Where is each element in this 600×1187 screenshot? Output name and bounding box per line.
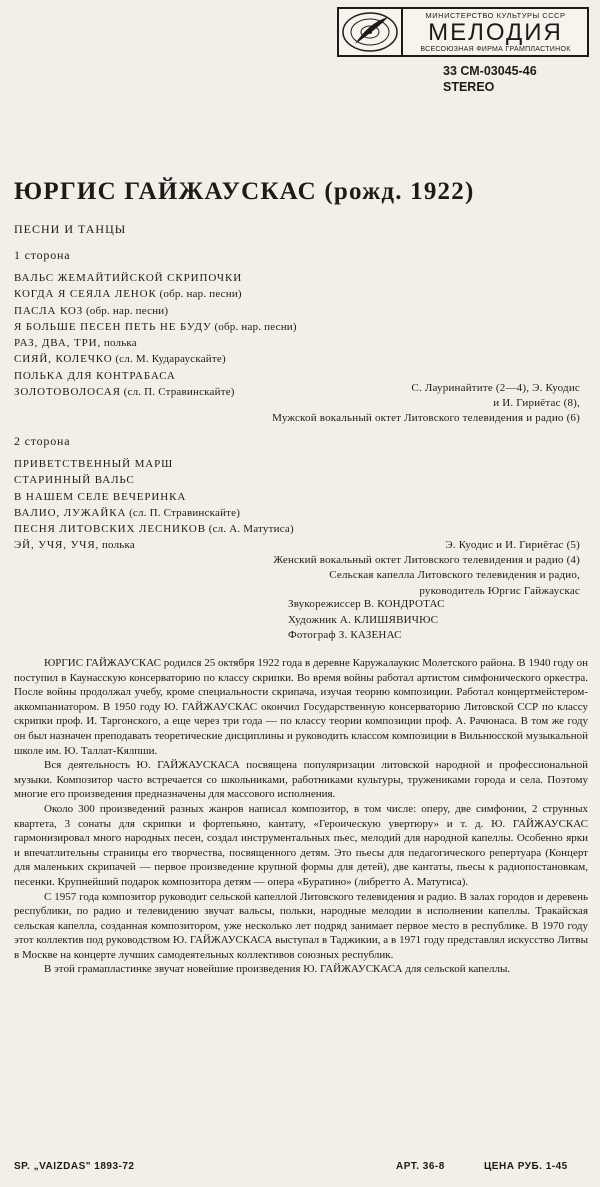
credit-line: С. Лауринайтите (2—4), Э. Куодис	[411, 382, 580, 394]
bio-paragraph: Вся деятельность Ю. ГАЙЖАУСКАСА посвящена популяризации литовской народной и профессиональной музыки. Композитор часто встречается со школьниками, работниками культуры, тружениками города и села. Поэтому многие его произведения предназначены для массового исполнения.	[14, 759, 588, 801]
side2-track-list	[14, 456, 294, 554]
printer-imprint: SP. „VAIZDAS" 1893-72	[14, 1161, 135, 1172]
ministry-text: МИНИСТЕРСТВО КУЛЬТУРЫ СССР	[425, 11, 566, 20]
biography-text	[14, 656, 588, 977]
price: ЦЕНА РУБ. 1-45	[484, 1161, 568, 1172]
track-item: ЗОЛОТОВОЛОСАЯ (сл. П. Стравинскайте)	[14, 386, 235, 399]
photographer: Фотограф З. КАЗЕНАС	[288, 629, 402, 641]
catalog-block	[443, 63, 537, 95]
side1-track-list	[14, 270, 297, 400]
credit-line: Женский вокальный октет Литовского телевидения и радио (4)	[273, 554, 580, 567]
track-item: Я БОЛЬШЕ ПЕСЕН ПЕТЬ НЕ БУДУ (обр. нар. песни)	[14, 320, 297, 333]
track-item: РАЗ, ДВА, ТРИ, полька	[14, 337, 137, 350]
bio-paragraph: С 1957 года композитор руководит сельской капеллой Литовского телевидения и радио. В залах городов и деревень республики, по радио и телевидению звучат вальсы, польки, народные мелодии в исполнении капеллы. Тракайская сельская капелла, созданная композитором, уже несколько лет подряд занимает первое место в республике. В 1970 году этот коллектив под руководством Ю. ГАЙЖАУСКАСА выступал в Таджикии, а в 1971 году представлял искусство Литвы в Москве на концерте лучших самодеятельных коллективов союзных республик.	[14, 890, 588, 961]
composer-heading: ЮРГИС ГАЙЖАУСКАС (рожд. 1922)	[14, 178, 475, 205]
stereo-label: STEREO	[443, 80, 495, 94]
bio-paragraph: Около 300 произведений разных жанров написал композитор, в том числе: оперу, две симфонии, 2 струнных квартета, 3 сонаты для скрипки и фортепьяно, кантату, «Героическую увертюру» и т. д. Ю. ГАЙЖАУСКАС гармонизировал много народных песен, создал инструментальных пьес, мелодий для народной капеллы. Особенно ярки и впечатлительны страницы его творчества, посвященного детям. Это пьесы для педагогического репертуара (Концерт для маленьких скрипачей — первое произведение крупной формы для детей), две кантаты, пьесы к радиопостановкам, песенки. Крупнейший подарок композитора детям — опера «Буратино» (либретто А. Матутиса).	[14, 802, 588, 888]
brand-name: МЕЛОДИЯ	[428, 19, 563, 46]
track-item: КОГДА Я СЕЯЛА ЛЕНОК (обр. нар. песни)	[14, 288, 242, 301]
track-item: В НАШЕМ СЕЛЕ ВЕЧЕРИНКА	[14, 490, 187, 503]
track-item: ЭЙ, УЧЯ, УЧЯ, полька	[14, 539, 135, 552]
artist: Художник А. КЛИШЯВИЧЮС	[288, 613, 439, 626]
side2-heading: 2 сторона	[14, 434, 71, 448]
article-number: АРТ. 36-8	[396, 1161, 445, 1172]
track-item: ПРИВЕТСТВЕННЫЙ МАРШ	[14, 458, 174, 470]
album-subtitle: ПЕСНИ И ТАНЦЫ	[14, 222, 127, 236]
sound-engineer: Звукорежиссер В. КОНДРОТАС	[288, 598, 445, 610]
side1-heading: 1 сторона	[14, 248, 71, 262]
catalog-number: 33 СМ-03045-46	[443, 64, 537, 78]
track-item: СТАРИННЫЙ ВАЛЬС	[14, 474, 135, 487]
side1-credits	[272, 381, 580, 427]
track-item: ВАЛЬС ЖЕМАЙТИЙСКОЙ СКРИПОЧКИ	[14, 272, 243, 284]
side2-credits	[273, 538, 580, 599]
bio-paragraph: ЮРГИС ГАЙЖАУСКАС родился 25 октября 1922 года в деревне Каружалаукис Молетского района. В 1940 году он поступил в Каунасскую консерваторию по классу скрипки. Во время войны работал артистом симфонического оркестра. После войны продолжал учебу, кроме специальности скрипача, изучая теорию композиции. Работал концертмейстером-аккомпаниатором. В 1950 году Ю. ГАЙЖАУСКАС окончил Государственную консерваторию Литовской ССР по классу скрипки проф. И. Таргонского, а еще через три года — по классу теории композиции проф. А. Рачюнаса. В том же году он был назначен преподавать теоретические дисциплины и руководить классом композиции в Вильнюсской музыкальной школе им. Ю. Таллат-Кялпши.	[14, 657, 588, 757]
credit-line: Сельская капелла Литовского телевидения и радио,	[329, 569, 580, 582]
track-item: ПАСЛА КОЗ (обр. нар. песни)	[14, 304, 169, 317]
credit-line: руководитель Юргис Гайжаускас	[419, 584, 580, 597]
track-item: ПЕСНЯ ЛИТОВСКИХ ЛЕСНИКОВ (сл. А. Матутиса)	[14, 523, 294, 536]
melodiya-emblem-icon	[339, 9, 403, 55]
track-item: ПОЛЬКА ДЛЯ КОНТРАБАСА	[14, 369, 176, 382]
company-text: ВСЕСОЮЗНАЯ ФИРМА ГРАМПЛАСТИНОК	[420, 46, 571, 53]
credit-line: Э. Куодис и И. Гириётас (5)	[445, 539, 580, 551]
track-item: СИЯЙ, КОЛЕЧКО (сл. М. Кудараускайте)	[14, 353, 226, 366]
melodiya-logo	[337, 7, 589, 57]
bio-paragraph: В этой грамапластинке звучат новейшие произведения Ю. ГАЙЖАУСКАСА для сельской капеллы.	[44, 963, 511, 976]
production-staff	[288, 597, 445, 644]
track-item: ВАЛИО, ЛУЖАЙКА (сл. П. Стравинскайте)	[14, 506, 241, 519]
credit-line: Мужской вокальный октет Литовского телевидения и радио (6)	[272, 412, 580, 425]
credit-line: и И. Гириётас (8),	[493, 397, 580, 410]
